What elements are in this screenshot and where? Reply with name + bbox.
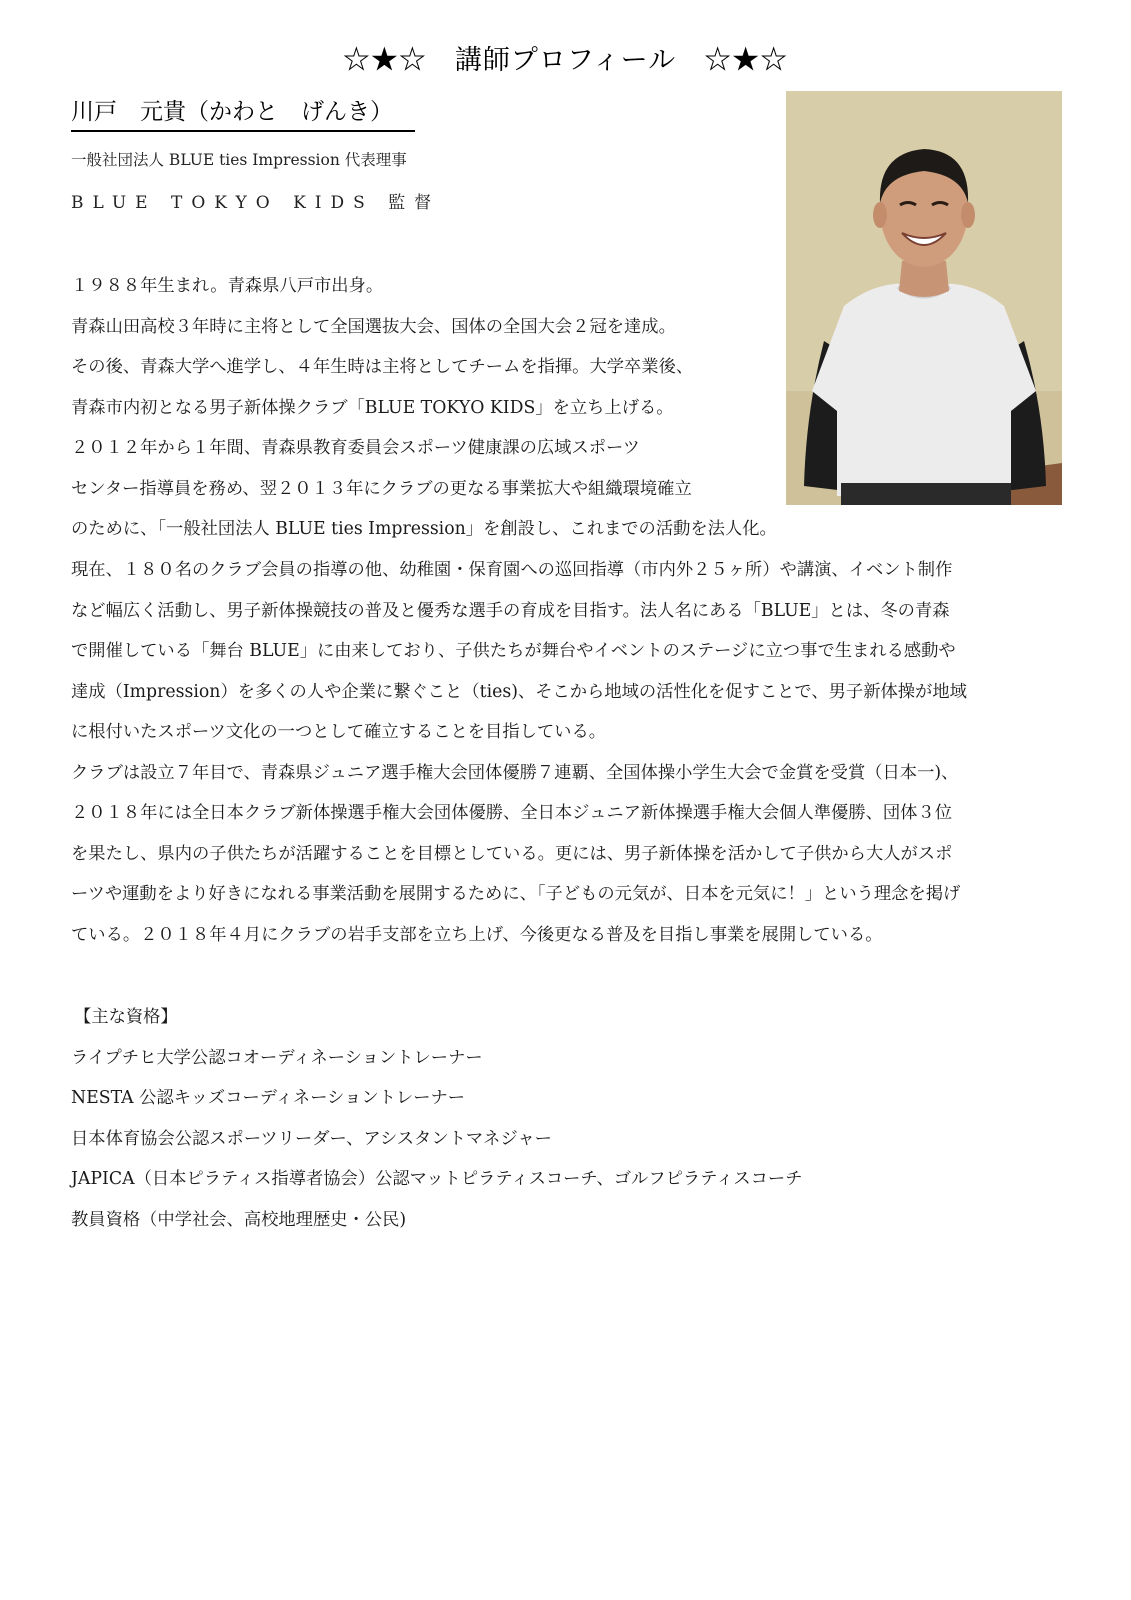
instructor-name: 川戸 元貴（かわと げんき） <box>71 93 415 132</box>
bio-line: ーツや運動をより好きになれる事業活動を展開するために、「子どもの元気が、日本を元気に！」という理念を掲げ <box>71 884 961 904</box>
bio-line: その後、青森大学へ進学し、４年生時は主将としてチームを指揮。大学卒業後、 <box>71 357 694 377</box>
bio-line: 現在、１８０名のクラブ会員の指導の他、幼稚園・保育園への巡回指導（市内外２５ヶ所）や講演、イベント制作 <box>71 560 953 580</box>
bio-line: センター指導員を務め、翌２０１３年にクラブの更なる事業拡大や組織環境確立 <box>71 479 692 499</box>
page-title: ☆★☆ 講師プロフィール ☆★☆ <box>342 45 789 76</box>
bio-line: など幅広く活動し、男子新体操競技の普及と優秀な選手の育成を目指す。法人名にある「BLUE」とは、冬の青森 <box>71 601 950 621</box>
bio-line: ている。２０１８年４月にクラブの岩手支部を立ち上げ、今後更なる普及を目指し事業を展開している。 <box>71 925 883 945</box>
bio-line: で開催している「舞台 BLUE」に由来しており、子供たちが舞台やイベントのステージに立つ事で生まれる感動や <box>71 641 956 661</box>
bio-line: のために、「一般社団法人 BLUE ties Impression」を創設し、これまでの活動を法人化。 <box>71 519 777 539</box>
bio-line: ２０１２年から１年間、青森県教育委員会スポーツ健康課の広域スポーツ <box>71 438 640 458</box>
portrait-image <box>786 91 1062 505</box>
qualification-item: 教員資格（中学社会、高校地理歴史・公民) <box>71 1210 407 1230</box>
instructor-photo <box>786 91 1062 505</box>
qualification-item: NESTA 公認キッズコーディネーショントレーナー <box>71 1088 466 1108</box>
bio-line: クラブは設立７年目で、青森県ジュニア選手権大会団体優勝７連覇、全国体操小学生大会で金賞を受賞（日本一)、 <box>71 763 959 783</box>
qualifications-heading: 【主な資格】 <box>74 1007 178 1027</box>
qualification-item: ライプチヒ大学公認コオーディネーショントレーナー <box>71 1048 483 1068</box>
organization-role: 一般社団法人 BLUE ties Impression 代表理事 <box>71 151 407 169</box>
bio-line: １９８８年生まれ。青森県八戸市出身。 <box>71 276 384 296</box>
bio-line: ２０１８年には全日本クラブ新体操選手権大会団体優勝、全日本ジュニア新体操選手権大会個人準優勝、団体３位 <box>71 803 953 823</box>
bio-line: 青森市内初となる男子新体操クラブ「BLUE TOKYO KIDS」を立ち上げる。 <box>71 398 674 418</box>
qualification-item: JAPICA（日本ピラティス指導者協会）公認マットピラティスコーチ、ゴルフピラティスコーチ <box>71 1169 803 1189</box>
team-role: BLUE TOKYO KIDS 監督 <box>71 193 441 213</box>
bio-line: を果たし、県内の子供たちが活躍することを目標としている。更には、男子新体操を活かして子供から大人がスポ <box>71 844 953 864</box>
bio-line: に根付いたスポーツ文化の一つとして確立することを目指している。 <box>71 722 607 742</box>
bio-line: 青森山田高校３年時に主将として全国選抜大会、国体の全国大会２冠を達成。 <box>71 317 676 337</box>
qualification-item: 日本体育協会公認スポーツリーダー、アシスタントマネジャー <box>71 1129 552 1149</box>
bio-line: 達成（Impression）を多くの人や企業に繋ぐこと（ties)、そこから地域の活性化を促すことで、男子新体操が地域 <box>71 682 967 702</box>
